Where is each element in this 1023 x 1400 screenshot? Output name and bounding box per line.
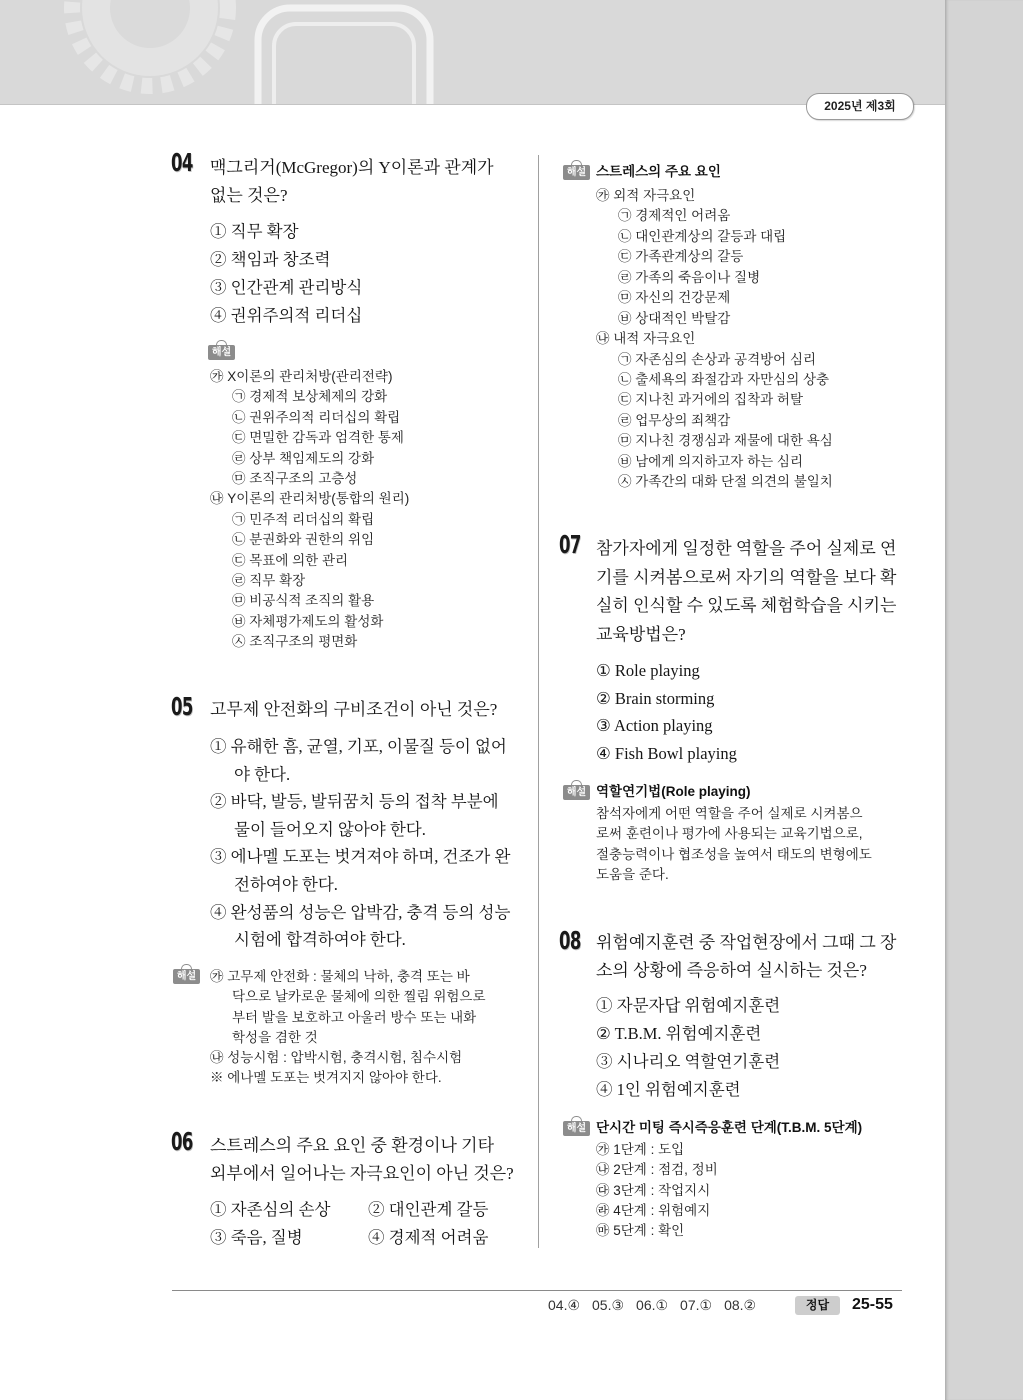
explanation-line: ㉢ 가족관계상의 갈등 [618, 249, 744, 265]
option-continuation: 시험에 합격하여야 한다. [234, 930, 406, 950]
explanation-line: ㉠ 자존심의 손상과 공격방어 심리 [618, 351, 817, 367]
explanation-line: ㉱ 4단계 : 위험예지 [596, 1202, 711, 1218]
explanation-line: 참석자에게 어떤 역할을 주어 실제로 시켜봄으 [596, 806, 863, 821]
explanation-line: ㉥ 상대적인 박탈감 [618, 310, 731, 326]
explanation-line: ㉡ 분권화와 권한의 위임 [232, 532, 375, 548]
question-line: 소의 상황에 즉응하여 실시하는 것은? [596, 961, 867, 980]
explanation-note: ※ 에나멜 도포는 벗겨지지 않아야 한다. [210, 1070, 442, 1086]
option: ① 자존심의 손상 [210, 1200, 331, 1219]
question-06-explanation [596, 186, 833, 493]
answer-item: 06.① [636, 1297, 669, 1313]
explanation-line: ㉡ 출세욕의 좌절감과 자만심의 상충 [618, 371, 830, 387]
question-04-text [210, 154, 494, 210]
question-line: 기를 시켜봄으로써 자기의 역할을 보다 확 [596, 567, 897, 587]
option: ④ 경제적 어려움 [368, 1228, 489, 1247]
option: ② 바닥, 발등, 발뒤꿈치 등의 접착 부분에 [210, 792, 499, 812]
explanation-line: ㉮ X이론의 관리처방(관리전략) [210, 369, 393, 384]
explanation-title: 역할연기법(Role playing) [596, 784, 751, 799]
question-line: 외부에서 일어나는 자극요인이 아닌 것은? [210, 1164, 514, 1183]
explanation-line: ㉢ 목표에 의한 관리 [232, 552, 349, 568]
option: ① 자문자답 위험예지훈련 [596, 996, 781, 1015]
question-line: 위험예지훈련 중 작업현장에서 그때 그 장 [596, 933, 897, 952]
option: ③ 에나멜 도포는 벗겨져야 하며, 건조가 완 [210, 847, 511, 867]
explanation-line: ㉯ 2단계 : 점검, 정비 [596, 1162, 718, 1178]
explanation-line: ㉮ 고무제 안전화 : 물체의 낙하, 충격 또는 바 [210, 969, 470, 984]
option: ③ Action playing [596, 716, 713, 735]
explanation-line: ㉥ 남에게 의지하고자 하는 심리 [618, 453, 803, 469]
explanation-line: ㉲ 5단계 : 확인 [596, 1223, 685, 1238]
question-line: 고무제 안전화의 구비조건이 아닌 것은? [210, 700, 498, 719]
answer-item: 07.① [680, 1297, 713, 1313]
question-line: 없는 것은? [210, 186, 288, 205]
question-line: 참가자에게 일정한 역할을 주어 실제로 연 [596, 539, 897, 558]
answer-key [548, 1296, 768, 1315]
option: ③ 죽음, 질병 [210, 1228, 303, 1247]
option: ④ 권위주의적 리더십 [210, 306, 363, 325]
option: ② 대인관계 갈등 [368, 1200, 489, 1219]
question-05-text [210, 696, 497, 724]
option: ③ 시나리오 역할연기훈련 [596, 1052, 781, 1071]
right-margin-strip [945, 0, 1023, 1400]
question-line: 스트레스의 주요 요인 중 환경이나 기타 [210, 1136, 495, 1155]
explanation-title: 스트레스의 주요 요인 [596, 164, 721, 179]
question-line: 교육방법은? [596, 624, 686, 644]
explanation-badge: 해설 [563, 785, 590, 800]
option: ① 직무 확장 [210, 222, 299, 241]
question-06-options [210, 1196, 488, 1252]
question-04-explanation [210, 367, 409, 653]
explanation-title: 단시간 미팅 즉시즉응훈련 단계(T.B.M. 5단계) [596, 1120, 863, 1135]
option: ② T.B.M. 위험예지훈련 [596, 1024, 762, 1043]
question-06-text [210, 1132, 514, 1188]
option: ② 책임과 창조력 [210, 250, 331, 269]
footer-rule [172, 1290, 902, 1291]
question-line: 맥그리거(McGregor)의 Y이론과 관계가 [210, 158, 494, 177]
question-05-explanation [210, 967, 486, 1089]
question-07-options [596, 657, 737, 767]
answer-item: 08.② [724, 1297, 757, 1313]
explanation-line: 로써 훈련이나 평가에 사용되는 교육기법으로, [596, 826, 863, 842]
option: ① 유해한 흠, 균열, 기포, 이물질 등이 없어 [210, 737, 507, 756]
option-continuation: 물이 들어오지 않아야 한다. [234, 819, 426, 839]
explanation-line: ㉣ 상부 책임제도의 강화 [232, 450, 375, 466]
explanation-line: ㉠ 경제적인 어려움 [618, 208, 731, 224]
question-number: 04 [171, 148, 193, 177]
option: ③ 인간관계 관리방식 [210, 278, 363, 297]
explanation-line: ㉣ 가족의 죽음이나 질병 [618, 269, 761, 285]
option: ④ 1인 위험예지훈련 [596, 1080, 741, 1099]
explanation-badge: 해설 [563, 165, 590, 180]
explanation-line: ㉤ 조직구조의 고층성 [232, 471, 358, 487]
header-band [0, 0, 1023, 105]
explanation-line: ㉯ 내적 자극요인 [596, 331, 696, 347]
question-05-options [210, 733, 510, 954]
explanation-line: ㉡ 권위주의적 리더십의 확립 [232, 409, 401, 425]
explanation-line: ㉠ 민주적 리더십의 확립 [232, 511, 375, 527]
answer-badge: 정답 [795, 1296, 840, 1315]
explanation-line: ㉢ 지나친 과거에의 집착과 허탈 [618, 392, 803, 408]
explanation-badge: 해설 [563, 1121, 590, 1136]
explanation-line: ㉣ 업무상의 죄책감 [618, 412, 731, 428]
explanation-line: ㉤ 지나친 경쟁심과 재물에 대한 욕심 [618, 433, 833, 449]
question-number: 06 [171, 1127, 193, 1156]
question-04-options [210, 218, 362, 330]
answer-item: 05.③ [592, 1297, 625, 1313]
option: ② Brain storming [596, 688, 715, 708]
explanation-line: 학성을 겸한 것 [232, 1029, 318, 1045]
column-divider [538, 155, 539, 1248]
exam-session-tab: 2025년 제3회 [806, 93, 914, 120]
page-number: 25-55 [852, 1296, 893, 1313]
explanation-line: ㉦ 조직구조의 평면화 [232, 634, 358, 650]
option-continuation: 전하여야 한다. [234, 874, 338, 894]
answer-item: 04.④ [548, 1297, 581, 1313]
option-row [210, 1196, 488, 1224]
question-08-explanation [596, 1140, 718, 1241]
question-08-options [596, 992, 780, 1104]
explanation-line: ㉤ 비공식적 조직의 활용 [232, 593, 375, 609]
explanation-line: 부터 발을 보호하고 아울러 방수 또는 내화 [232, 1009, 477, 1025]
gear-decoration-icon [0, 0, 945, 105]
question-number: 07 [559, 530, 581, 559]
explanation-line: ㉠ 경제적 보상체제의 강화 [232, 389, 388, 405]
explanation-line: ㉯ 성능시험 : 압박시험, 충격시험, 침수시험 [210, 1050, 463, 1066]
explanation-line: ㉢ 면밀한 감독과 엄격한 통제 [232, 430, 404, 446]
question-07-text [596, 535, 896, 649]
explanation-line: ㉰ 3단계 : 작업지시 [596, 1182, 711, 1198]
explanation-line: ㉥ 자체평가제도의 활성화 [232, 613, 384, 629]
option: ① Role playing [596, 661, 700, 680]
explanation-badge: 해설 [208, 345, 235, 360]
question-line: 실히 인식할 수 있도록 체험학습을 시키는 [596, 596, 897, 616]
option: ④ 완성품의 성능은 압박감, 충격 등의 성능 [210, 902, 511, 922]
option: ④ Fish Bowl playing [596, 743, 737, 763]
question-08-text [596, 929, 896, 985]
explanation-badge: 해설 [173, 969, 200, 984]
page-top-edge [0, 104, 945, 105]
explanation-line: ㉮ 외적 자극요인 [596, 188, 696, 203]
option-row [210, 1224, 488, 1252]
explanation-line: ㉯ Y이론의 관리처방(통합의 원리) [210, 491, 410, 507]
explanation-line: 닥으로 날카로운 물체에 의한 찔림 위험으로 [232, 989, 486, 1005]
explanation-line: ㉡ 대인관계상의 갈등과 대립 [618, 228, 787, 244]
question-number: 08 [559, 926, 581, 955]
option-continuation: 야 한다. [234, 764, 291, 784]
explanation-line: ㉤ 자신의 건강문제 [618, 290, 731, 306]
explanation-line: 도움을 준다. [596, 866, 669, 882]
explanation-line: 절충능력이나 협조성을 높여서 태도의 변형에도 [596, 846, 872, 862]
explanation-line: ㉦ 가족간의 대화 단절 의견의 불일치 [618, 474, 833, 490]
explanation-line: ㉮ 1단계 : 도입 [596, 1142, 685, 1157]
question-number: 05 [171, 692, 193, 721]
explanation-line: ㉣ 직무 확장 [232, 573, 306, 589]
question-07-explanation [596, 804, 872, 885]
